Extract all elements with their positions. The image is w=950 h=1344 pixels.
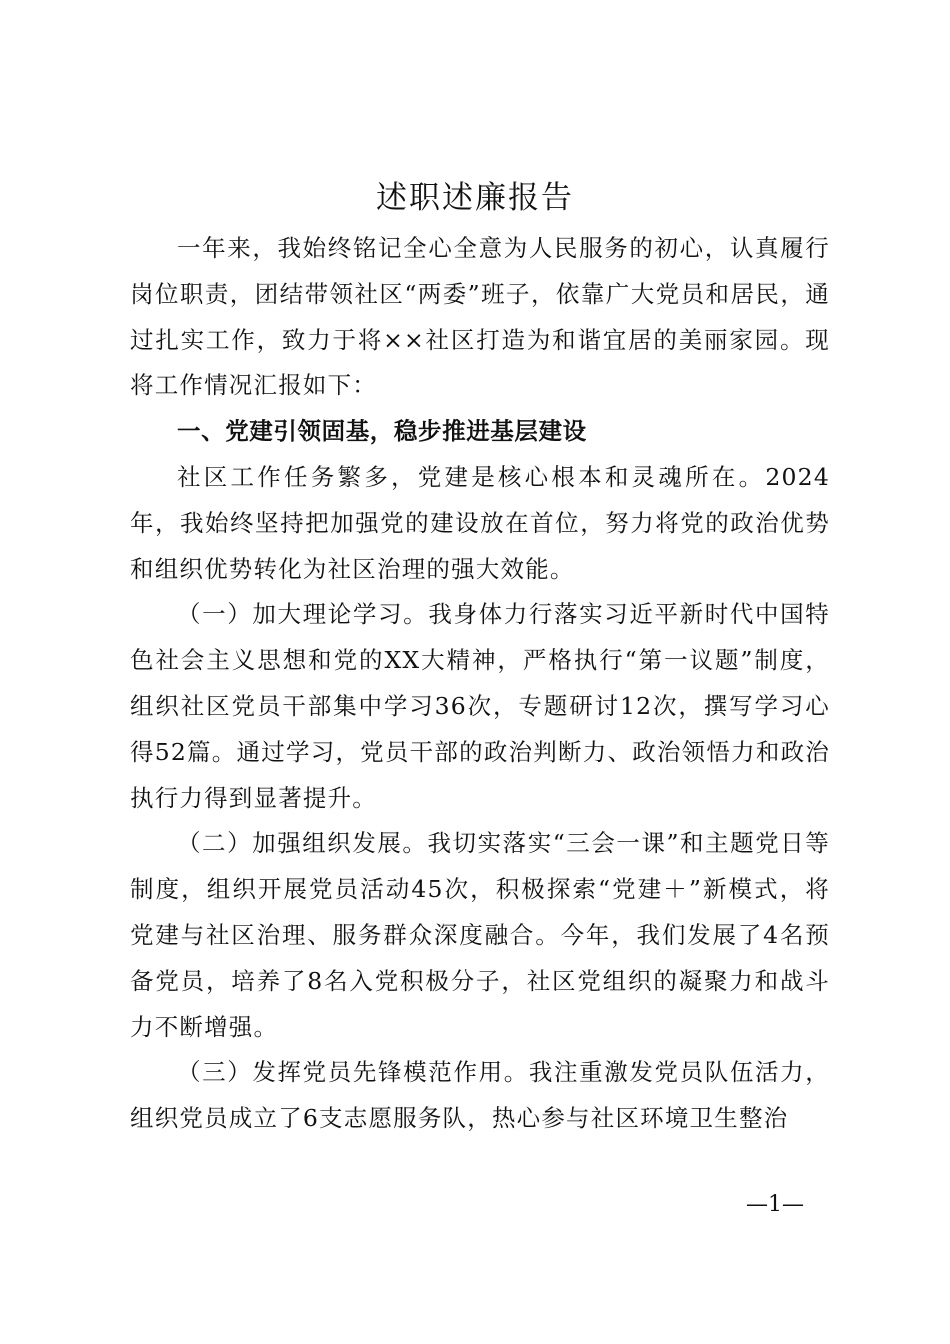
item-label-1: （一）加大理论学习。 <box>177 600 429 629</box>
document-title: 述职述廉报告 <box>376 180 574 216</box>
item-paragraph-2 <box>130 821 830 1050</box>
document-body <box>130 226 830 1142</box>
section-intro-paragraph: 社区工作任务繁多，党建是核心根本和灵魂所在。2024年，我始终坚持把加强党的建设放在首位，努力将党的政治优势和组织优势转化为社区治理的强大效能。 <box>130 462 830 583</box>
item-text-1: 我身体力行落实习近平新时代中国特色社会主义思想和党的XX大精神，严格执行“第一议题”制度，组织社区党员干部集中学习36次，专题研讨12次，撰写学习心得52篇。通过学习，党员干部的政治判断力、政治领悟力和政治执行力得到显著提升。 <box>130 600 831 812</box>
item-paragraph-1 <box>130 592 830 821</box>
section-heading: 一、党建引领固基，稳步推进基层建设 <box>177 417 587 446</box>
page-number: —1— <box>746 1192 804 1217</box>
item-text-3: 我注重激发党员队伍活力，组织党员成立了6支志愿服务队，热心参与社区环境卫生整治 <box>130 1058 830 1133</box>
item-text-2: 我切实落实“三会一课”和主题党日等制度，组织开展党员活动45次，积极探索“党建＋”新模式，将党建与社区治理、服务群众深度融合。今年，我们发展了4名预备党员，培养了8名入党积极分子，社区党组织的凝聚力和战斗力不断增强。 <box>130 829 831 1041</box>
item-label-2: （二）加强组织发展。 <box>177 829 428 858</box>
intro-paragraph: 一年来，我始终铭记全心全意为人民服务的初心，认真履行岗位职责，团结带领社区“两委”班子，依靠广大党员和居民，通过扎实工作，致力于将××社区打造为和谐宜居的美丽家园。现将工作情况汇报如下： <box>130 234 830 400</box>
item-label-3: （三）发挥党员先锋模范作用。 <box>177 1058 529 1087</box>
item-paragraph-3 <box>130 1050 830 1142</box>
